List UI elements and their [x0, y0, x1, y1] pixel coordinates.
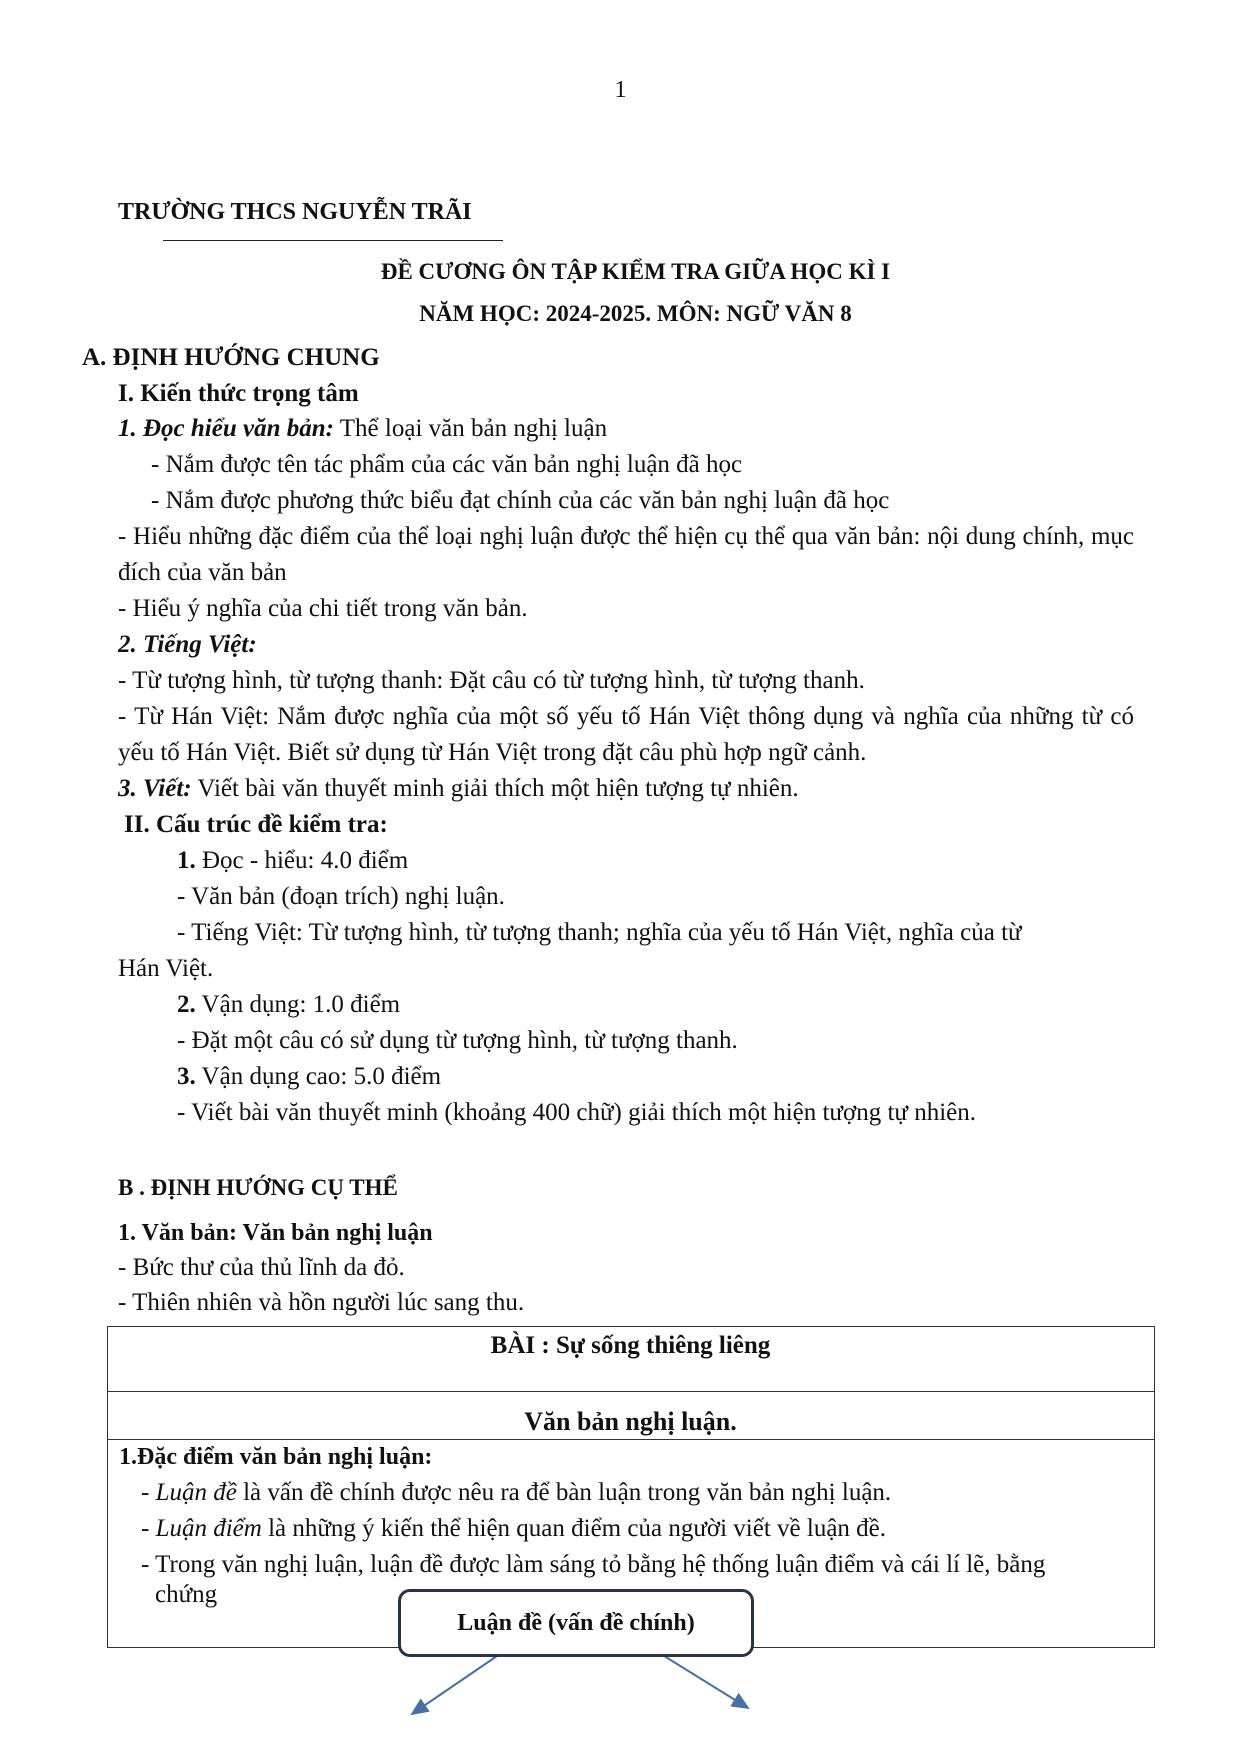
structure-1-text: Đọc - hiểu: 4.0 điểm	[195, 847, 409, 874]
section-b-sub-1: 1. Văn bản: Văn bản nghị luận	[118, 1220, 433, 1246]
section-b-bullet-2: - Thiên nhiên và hồn người lúc sang thu.	[118, 1289, 525, 1316]
item-3-label: 3. Viết:	[118, 775, 192, 802]
term-luan-de: Luận đề	[155, 1479, 237, 1506]
table-row-3-heading: 1.Đặc điểm văn bản nghị luận:	[119, 1444, 433, 1470]
item-2-bullet-1: - Từ tượng hình, từ tượng thanh: Đặt câu có từ tượng hình, từ tượng thanh.	[118, 667, 865, 694]
diagram-box-label: Luận đề (vấn đề chính)	[457, 1610, 695, 1636]
item-2-label: 2. Tiếng Việt:	[118, 631, 257, 658]
bullet-1-rest: là vấn đề chính được nêu ra để bàn luận trong văn bản nghị luận.	[236, 1479, 892, 1506]
table-row-2-title: Văn bản nghị luận.	[524, 1407, 737, 1436]
table-row-1-title: BÀI : Sự sống thiêng liêng	[490, 1332, 771, 1359]
part-2-heading: II. Cấu trúc đề kiểm tra:	[124, 811, 388, 838]
structure-3	[177, 1059, 441, 1095]
term-luan-diem: Luận điểm	[155, 1515, 262, 1542]
school-name: TRƯỜNG THCS NGUYỄN TRÃI	[118, 199, 472, 225]
structure-2-bullet-1: - Đặt một câu có sử dụng từ tượng hình, từ tượng thanh.	[177, 1027, 738, 1054]
school-underline	[163, 240, 503, 241]
structure-2-text: Vận dụng: 1.0 điểm	[195, 991, 401, 1018]
bullet-dash: -	[141, 1515, 156, 1542]
table-divider-1	[108, 1391, 1154, 1392]
section-b-heading: B . ĐỊNH HƯỚNG CỤ THỂ	[118, 1175, 398, 1200]
item-1-bullet-2: - Nắm được phương thức biểu đạt chính của các văn bản nghị luận đã học	[151, 487, 890, 514]
document-title: ĐỀ CƯƠNG ÔN TẬP KIỂM TRA GIỮA HỌC KÌ I	[380, 259, 891, 284]
structure-2-num: 2.	[177, 991, 196, 1018]
item-1-label: 1. Đọc hiểu văn bản:	[118, 415, 334, 442]
page-number: 1	[614, 77, 627, 103]
structure-1-num: 1.	[177, 847, 196, 874]
item-3-text: Viết bài văn thuyết minh giải thích một hiện tượng tự nhiên.	[191, 775, 799, 802]
section-a-heading: A. ĐỊNH HƯỚNG CHUNG	[82, 344, 380, 371]
document-subtitle: NĂM HỌC: 2024-2025. MÔN: NGỮ VĂN 8	[419, 301, 852, 326]
structure-1-bullet-2: - Tiếng Việt: Từ tượng hình, từ tượng thanh; nghĩa của yếu tố Hán Việt, nghĩa của từ	[177, 919, 1022, 946]
part-1-heading: I. Kiến thức trọng tâm	[118, 380, 359, 407]
item-2-bullet-2: - Từ Hán Việt: Nắm được nghĩa của một số yếu tố Hán Việt thông dụng và nghĩa của những từ có yếu tố Hán Việt. Biết sử dụng từ Hán Việt trong đặt câu phù hợp ngữ cảnh.	[118, 703, 1134, 766]
bullet-dash: -	[141, 1479, 156, 1506]
item-3-line	[118, 771, 799, 807]
item-1-bullet-1: - Nắm được tên tác phẩm của các văn bản nghị luận đã học	[151, 451, 743, 478]
structure-3-text: Vận dụng cao: 5.0 điểm	[195, 1063, 442, 1090]
structure-3-num: 3.	[177, 1063, 196, 1090]
structure-1-bullet-1: - Văn bản (đoạn trích) nghị luận.	[177, 883, 505, 910]
structure-2	[177, 987, 400, 1023]
table-row-3-bullet-2	[141, 1511, 886, 1547]
table-row-3-bullet-3-cont: chứng	[155, 1581, 218, 1608]
structure-1-bullet-2-cont: Hán Việt.	[118, 955, 214, 982]
bullet-2-rest: là những ý kiến thể hiện quan điểm của người viết về luận đề.	[261, 1515, 887, 1542]
table-row-3-bullet-1	[141, 1475, 891, 1511]
diagram-box-luan-de	[398, 1589, 754, 1657]
table-row-3-bullet-3: - Trong văn nghị luận, luận đề được làm sáng tỏ bằng hệ thống luận điểm và cái lí lẽ, bằng	[141, 1551, 1046, 1578]
item-1-text: Thể loại văn bản nghị luận	[333, 415, 608, 442]
section-b-bullet-1: - Bức thư của thủ lĩnh da đỏ.	[118, 1254, 405, 1281]
item-1-line	[118, 411, 607, 447]
item-1-bullet-3: - Hiểu những đặc điểm của thể loại nghị luận được thể hiện cụ thể qua văn bản: nội dung chính, mục đích của văn bản	[118, 523, 1134, 586]
structure-1	[177, 843, 408, 879]
structure-3-bullet-1: - Viết bài văn thuyết minh (khoảng 400 chữ) giải thích một hiện tượng tự nhiên.	[177, 1099, 976, 1126]
item-1-bullet-4: - Hiểu ý nghĩa của chi tiết trong văn bản.	[118, 595, 528, 622]
arrow-left	[412, 1656, 497, 1714]
